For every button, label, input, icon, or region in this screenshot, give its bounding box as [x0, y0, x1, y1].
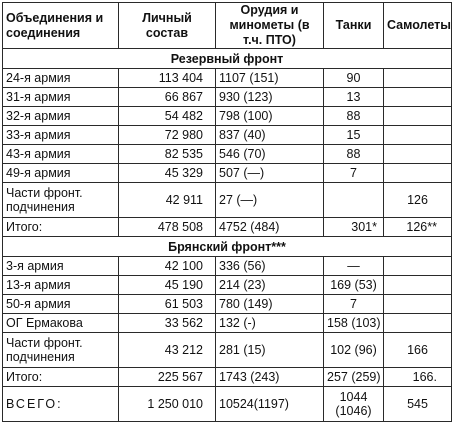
unit-cell: ВСЕГО:: [3, 387, 119, 422]
table-row: [3, 69, 452, 88]
guns-cell: 837 (40): [216, 126, 324, 145]
personnel-cell: 43 212: [119, 333, 216, 368]
table-row: [3, 145, 452, 164]
tanks-cell: 15: [324, 126, 384, 145]
aircraft-cell: 126**: [384, 218, 452, 237]
guns-cell: 1743 (243): [216, 368, 324, 387]
unit-cell: 49-я армия: [3, 164, 119, 183]
unit-cell: ОГ Ермакова: [3, 314, 119, 333]
guns-cell: 546 (70): [216, 145, 324, 164]
guns-cell: 780 (149): [216, 295, 324, 314]
guns-cell: 27 (—): [216, 183, 324, 218]
personnel-cell: 45 329: [119, 164, 216, 183]
personnel-cell: 45 190: [119, 276, 216, 295]
unit-cell: 3-я армия: [3, 257, 119, 276]
personnel-cell: 1 250 010: [119, 387, 216, 422]
unit-cell: 32-я армия: [3, 107, 119, 126]
guns-cell: 10524(1197): [216, 387, 324, 422]
guns-cell: 4752 (484): [216, 218, 324, 237]
tanks-cell: 1044 (1046): [324, 387, 384, 422]
tanks-cell: 7: [324, 164, 384, 183]
unit-cell: 43-я армия: [3, 145, 119, 164]
aircraft-cell: 545: [384, 387, 452, 422]
aircraft-cell: [384, 295, 452, 314]
unit-cell: Итого:: [3, 368, 119, 387]
tanks-cell: 169 (53): [324, 276, 384, 295]
personnel-cell: 113 404: [119, 69, 216, 88]
tanks-cell: [324, 183, 384, 218]
tanks-cell: 90: [324, 69, 384, 88]
tanks-cell: 158 (103): [324, 314, 384, 333]
aircraft-cell: 126: [384, 183, 452, 218]
table-row: [3, 164, 452, 183]
personnel-cell: 72 980: [119, 126, 216, 145]
section-title: Брянский фронт***: [3, 237, 452, 257]
header-guns: Орудия и минометы (в т.ч. ПТО): [216, 3, 324, 49]
personnel-cell: 42 100: [119, 257, 216, 276]
guns-cell: 930 (123): [216, 88, 324, 107]
aircraft-cell: [384, 107, 452, 126]
table-row: [3, 276, 452, 295]
unit-cell: 24-я армия: [3, 69, 119, 88]
aircraft-cell: 166: [384, 333, 452, 368]
forces-table: [2, 2, 452, 422]
table-row: [3, 126, 452, 145]
aircraft-cell: [384, 276, 452, 295]
personnel-cell: 61 503: [119, 295, 216, 314]
section-header-row: [3, 49, 452, 69]
unit-cell: 50-я армия: [3, 295, 119, 314]
table-row: [3, 107, 452, 126]
aircraft-cell: [384, 257, 452, 276]
guns-cell: 281 (15): [216, 333, 324, 368]
section-total-row: [3, 218, 452, 237]
grand-total-row: [3, 387, 452, 422]
guns-cell: 132 (-): [216, 314, 324, 333]
aircraft-cell: [384, 164, 452, 183]
unit-cell: 33-я армия: [3, 126, 119, 145]
personnel-cell: 54 482: [119, 107, 216, 126]
section-header-row: [3, 237, 452, 257]
aircraft-cell: [384, 69, 452, 88]
unit-cell: Итого:: [3, 218, 119, 237]
table-row: [3, 295, 452, 314]
header-row: [3, 3, 452, 49]
personnel-cell: 66 867: [119, 88, 216, 107]
table-row: [3, 88, 452, 107]
table-row: [3, 314, 452, 333]
guns-cell: 507 (—): [216, 164, 324, 183]
aircraft-cell: 166.: [384, 368, 452, 387]
section-title: Резервный фронт: [3, 49, 452, 69]
personnel-cell: 225 567: [119, 368, 216, 387]
tanks-cell: 88: [324, 145, 384, 164]
aircraft-cell: [384, 126, 452, 145]
table-row: [3, 257, 452, 276]
personnel-cell: 42 911: [119, 183, 216, 218]
tanks-cell: —: [324, 257, 384, 276]
forces-table-body: [3, 3, 452, 422]
table-row: [3, 183, 452, 218]
header-aircraft: Самолеты: [384, 3, 452, 49]
tanks-cell: 13: [324, 88, 384, 107]
unit-cell: Части фронт. подчинения: [3, 333, 119, 368]
aircraft-cell: [384, 145, 452, 164]
personnel-cell: 82 535: [119, 145, 216, 164]
tanks-cell: 102 (96): [324, 333, 384, 368]
header-units: Объединения и соединения: [3, 3, 119, 49]
tanks-cell: 257 (259): [324, 368, 384, 387]
unit-cell: Части фронт. подчинения: [3, 183, 119, 218]
unit-cell: 31-я армия: [3, 88, 119, 107]
guns-cell: 336 (56): [216, 257, 324, 276]
aircraft-cell: [384, 88, 452, 107]
personnel-cell: 478 508: [119, 218, 216, 237]
tanks-cell: 301*: [324, 218, 384, 237]
header-tanks: Танки: [324, 3, 384, 49]
tanks-cell: 88: [324, 107, 384, 126]
guns-cell: 798 (100): [216, 107, 324, 126]
header-personnel: Личный состав: [119, 3, 216, 49]
guns-cell: 214 (23): [216, 276, 324, 295]
table-row: [3, 333, 452, 368]
tanks-cell: 7: [324, 295, 384, 314]
aircraft-cell: [384, 314, 452, 333]
section-total-row: [3, 368, 452, 387]
guns-cell: 1107 (151): [216, 69, 324, 88]
personnel-cell: 33 562: [119, 314, 216, 333]
unit-cell: 13-я армия: [3, 276, 119, 295]
